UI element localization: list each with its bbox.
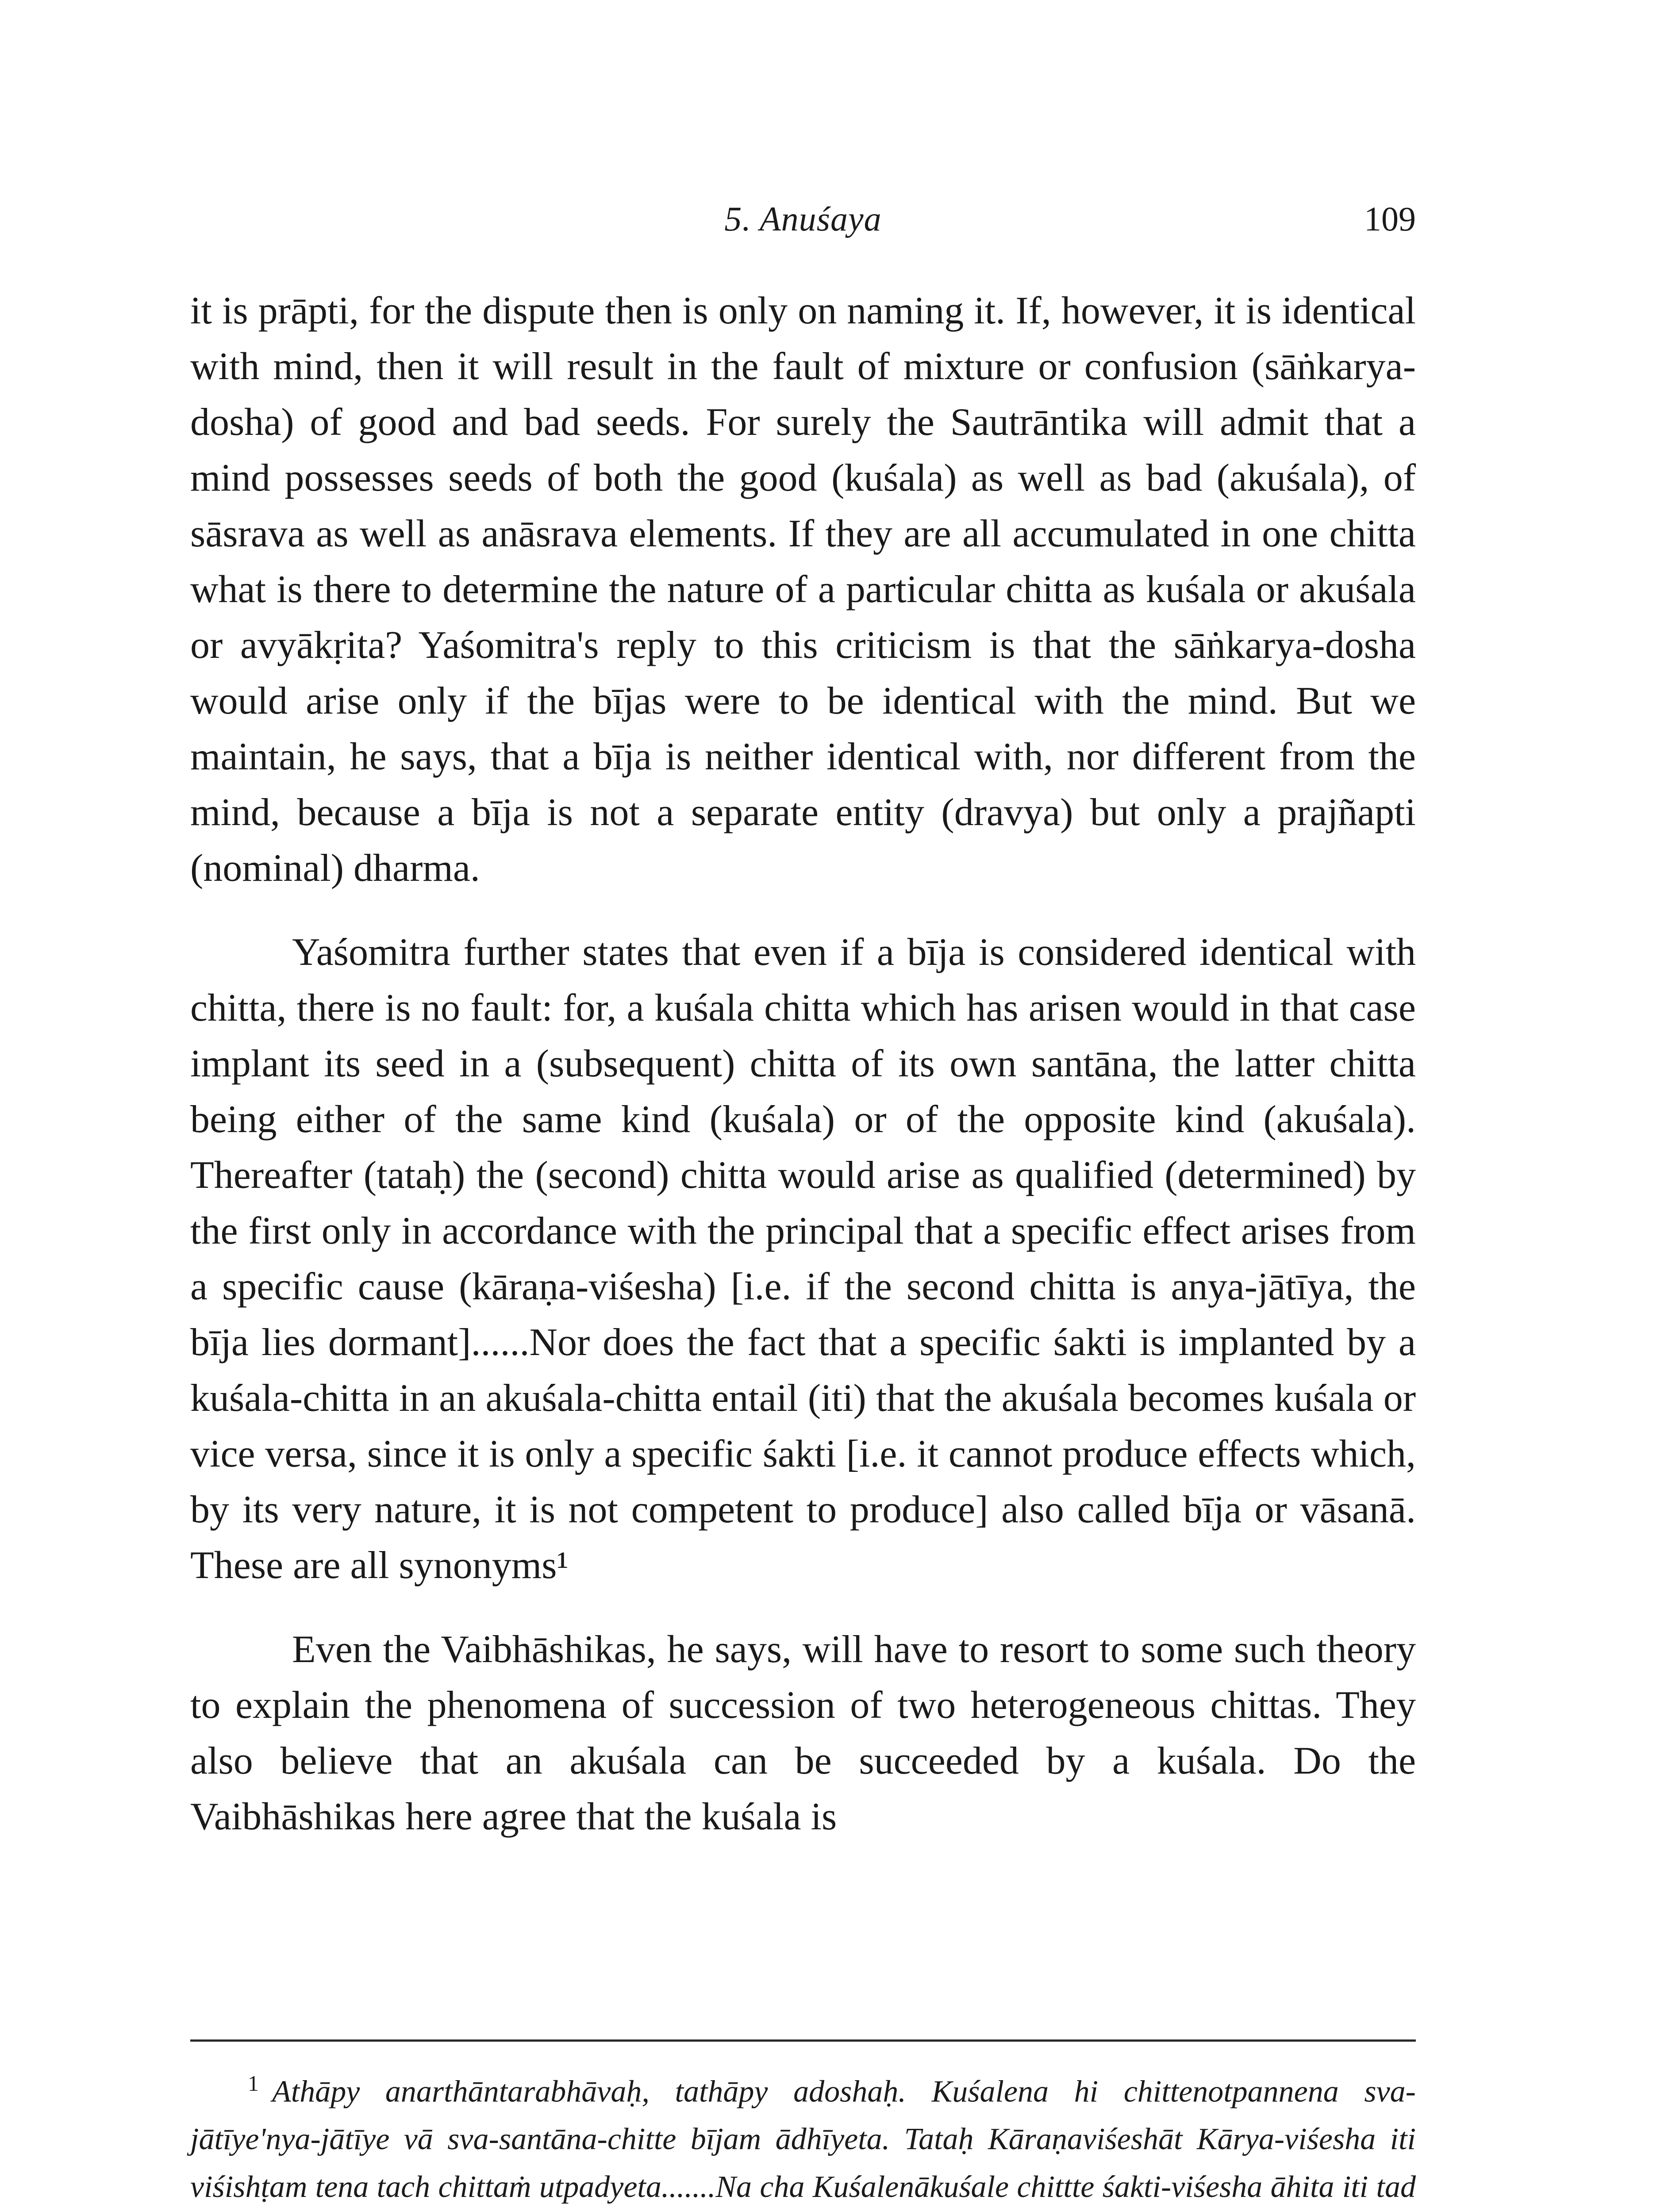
footnote-marker: 1 bbox=[248, 2071, 259, 2096]
paragraph-1: it is prāpti, for the dispute then is only on naming it. If, however, it is identical with mind, then it will result in the fault of mixture or confusion (sāṅkarya-dosha) of good and bad seeds. For surely the Sautrāntika will admit that a mind possesses seeds of both the good (kuśala) as well as bad (akuśala), of sāsrava as well as anāsrava elements. If they are all accumulated in one chitta what is there to determine the nature of a particular chitta as kuśala or akuśala or avyākṛita? Yaśomitra's reply to this criticism is that the sāṅkarya-dosha would arise only if the bījas were to be identical with the mind. But we maintain, he says, that a bīja is neither identical with, nor different from the mind, because a bīja is not a separate entity (dravya) but only a prajñapti (nominal) dharma. bbox=[190, 289, 1416, 890]
paragraph-2: Yaśomitra further states that even if a bīja is considered identical with chitta, there is no fault: for, a kuśala chitta which has arisen would in that case implant its seed in a (subsequent) chitta of its own santāna, the latter chitta being either of the same kind (kuśala) or of the opposite kind (akuśala). Thereafter (tataḥ) the (second) chitta would arise as qualified (determined) by the first only in accordance with the principal that a specific effect arises from a specific cause (kāraṇa-viśesha) [i.e. if the second chitta is anya-jātīya, the bīja lies dormant]......Nor does the fact that a specific śakti is implanted by a kuśala-chitta in an akuśala-chitta entail (iti) that the akuśala becomes kuśala or vice versa, since it is only a specific śakti [i.e. it cannot produce effects which, by its very nature, it is not competent to produce] also called bīja or vāsanā. These are all synonyms¹ bbox=[190, 931, 1416, 1587]
chapter-title: 5. Anuśaya bbox=[724, 200, 882, 238]
footnote-divider bbox=[190, 2039, 1416, 2042]
page-number: 109 bbox=[1364, 200, 1416, 238]
body-text bbox=[190, 283, 1416, 1845]
footnote bbox=[190, 2059, 1416, 2212]
running-head bbox=[190, 199, 1416, 248]
footnote-text: Athāpy anarthāntarabhāvaḥ, tathāpy adoshaḥ. Kuśalena hi chittenotpannena sva-jātīye'nya-jātīye vā sva-santāna-chitte bījam ādhīyeta. Tataḥ Kāraṇaviśeshāt Kārya-viśesha iti viśishṭam tena tach chittaṁ utpadyeta.......Na cha Kuśalenākuśale chittte śakti-viśesha āhita iti tad bbox=[190, 2074, 1416, 2204]
paragraph-3: Even the Vaibhāshikas, he says, will have to resort to some such theory to explain the phenomena of succession of two heterogeneous chittas. They also believe that an akuśala can be succeeded by a kuśala. Do the Vaibhāshikas here agree that the kuśala is bbox=[190, 1628, 1416, 1838]
